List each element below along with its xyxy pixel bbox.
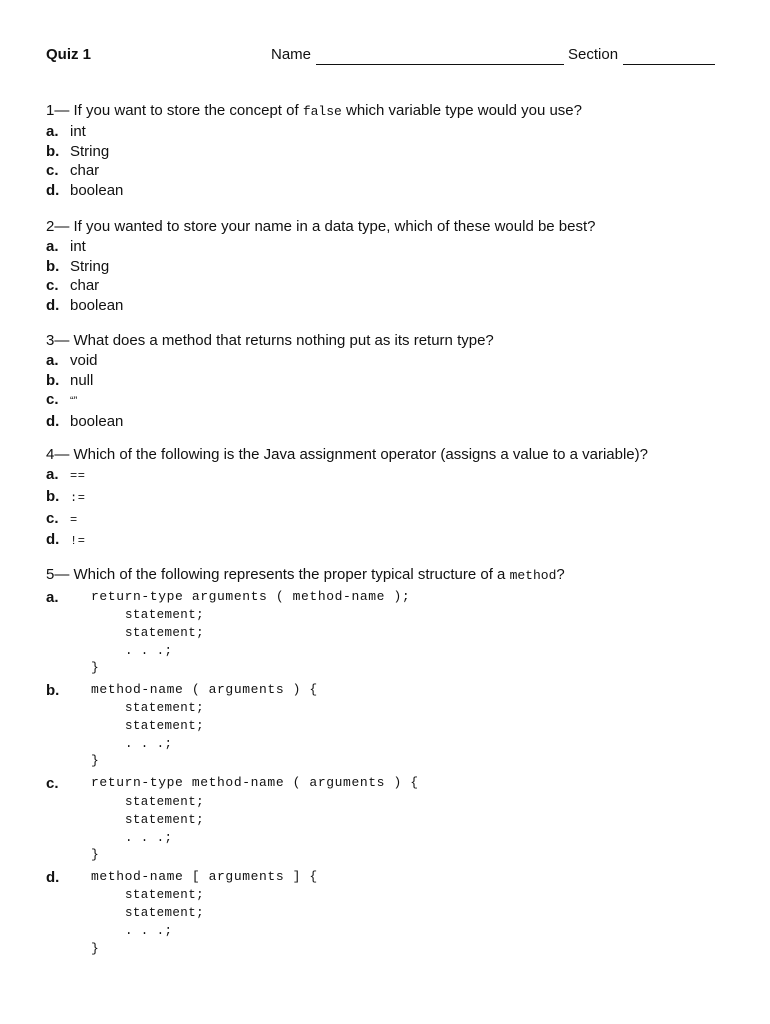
- option-letter: b.: [46, 142, 60, 160]
- code-close-brace: }: [91, 941, 100, 956]
- quiz-header: [46, 46, 716, 70]
- question-number: 1—: [46, 102, 70, 119]
- question-text: which variable type would you use?: [341, 102, 582, 119]
- option-letter: c.: [46, 277, 59, 294]
- option-code: ==: [70, 469, 86, 483]
- inline-code: false: [302, 104, 342, 119]
- question-3: [46, 331, 726, 431]
- option-letter: a.: [46, 466, 59, 483]
- option-code: =: [70, 512, 78, 527]
- option-code: !=: [70, 534, 86, 549]
- option-letter: a.: [46, 352, 59, 369]
- code-statement: statement;: [125, 701, 205, 715]
- option-text: String: [70, 257, 110, 275]
- option-letter: d.: [46, 296, 60, 314]
- option-text: boolean: [70, 296, 124, 314]
- question-2: [46, 217, 726, 315]
- option-letter: c.: [46, 775, 59, 792]
- name-label: Name: [271, 46, 312, 63]
- code-statement: . . .;: [125, 644, 173, 658]
- option-b[interactable]: [46, 371, 726, 391]
- code-close-brace: }: [91, 847, 100, 862]
- option-b[interactable]: [46, 142, 726, 162]
- section-label: Section: [568, 46, 619, 63]
- option-letter: b.: [46, 682, 60, 699]
- option-d[interactable]: [46, 181, 726, 201]
- option-d[interactable]: [46, 412, 726, 432]
- question-1-text: [46, 101, 726, 122]
- question-text: Which of the following represents the proper typical structure of a: [73, 566, 510, 583]
- name-blank[interactable]: [316, 64, 564, 65]
- option-text: null: [70, 371, 94, 389]
- option-letter: d.: [46, 181, 60, 199]
- code-statement: statement;: [125, 888, 205, 902]
- option-text: char: [70, 277, 100, 294]
- option-letter: a.: [46, 589, 59, 606]
- option-a[interactable]: [46, 351, 726, 371]
- option-text: int: [70, 238, 86, 255]
- code-signature: return-type method-name ( arguments ) {: [91, 775, 419, 790]
- question-number: 2—: [46, 218, 70, 235]
- option-c[interactable]: [46, 390, 726, 412]
- code-close-brace: }: [91, 753, 100, 768]
- option-letter: a.: [46, 238, 59, 255]
- option-d[interactable]: [46, 296, 726, 316]
- option-text: “”: [70, 395, 78, 407]
- option-a[interactable]: [46, 122, 726, 142]
- option-letter: a.: [46, 123, 59, 140]
- option-b[interactable]: [46, 487, 726, 509]
- question-4-text: [46, 445, 726, 465]
- question-4: [46, 445, 726, 552]
- code-statement: statement;: [125, 626, 205, 640]
- option-code: :=: [70, 490, 86, 505]
- code-statement: . . .;: [125, 831, 173, 845]
- code-statement: . . .;: [125, 737, 173, 751]
- option-text: void: [70, 352, 98, 369]
- question-text: If you wanted to store your name in a data type, which of these would be best?: [73, 218, 596, 235]
- option-c[interactable]: [46, 509, 726, 531]
- option-letter: b.: [46, 487, 60, 505]
- code-signature: method-name ( arguments ) {: [91, 682, 318, 697]
- option-letter: c.: [46, 162, 59, 179]
- code-statement: statement;: [125, 795, 205, 809]
- option-c[interactable]: [46, 161, 726, 181]
- question-2-text: [46, 217, 726, 237]
- option-letter: c.: [46, 509, 59, 527]
- option-d[interactable]: [46, 530, 726, 552]
- code-statement: statement;: [125, 608, 205, 622]
- option-letter: b.: [46, 257, 60, 275]
- code-statement: statement;: [125, 813, 205, 827]
- question-text: Which of the following is the Java assignment operator (assigns a value to a variable)?: [73, 446, 648, 463]
- code-statement: . . .;: [125, 924, 173, 938]
- option-c[interactable]: [46, 276, 726, 296]
- code-signature: return-type arguments ( method-name );: [91, 589, 411, 604]
- code-statement: statement;: [125, 906, 205, 920]
- question-number: 5—: [46, 566, 70, 583]
- option-text: String: [70, 142, 110, 160]
- question-5-text: [46, 565, 726, 586]
- option-letter: c.: [46, 391, 59, 408]
- option-a[interactable]: [46, 237, 726, 257]
- option-text: boolean: [70, 181, 124, 199]
- quiz-title: Quiz 1: [46, 46, 92, 63]
- code-signature: method-name [ arguments ] {: [91, 869, 318, 884]
- question-text: What does a method that returns nothing put as its return type?: [73, 332, 494, 349]
- option-text: char: [70, 162, 100, 179]
- option-text: int: [70, 123, 86, 140]
- question-1: [46, 101, 726, 200]
- option-b[interactable]: [46, 257, 726, 277]
- question-number: 3—: [46, 332, 70, 349]
- question-text: ?: [556, 566, 565, 583]
- question-3-text: [46, 331, 726, 351]
- question-text: If you want to store the concept of: [73, 102, 303, 119]
- option-letter: d.: [46, 412, 60, 430]
- option-letter: d.: [46, 531, 60, 549]
- code-close-brace: }: [91, 660, 100, 675]
- question-number: 4—: [46, 446, 70, 463]
- option-a[interactable]: [46, 465, 726, 487]
- option-letter: d.: [46, 869, 60, 886]
- inline-code: method: [509, 568, 557, 583]
- code-statement: statement;: [125, 719, 205, 733]
- question-5: [46, 565, 726, 586]
- option-letter: b.: [46, 371, 60, 389]
- option-text: boolean: [70, 412, 124, 430]
- section-blank[interactable]: [623, 64, 715, 65]
